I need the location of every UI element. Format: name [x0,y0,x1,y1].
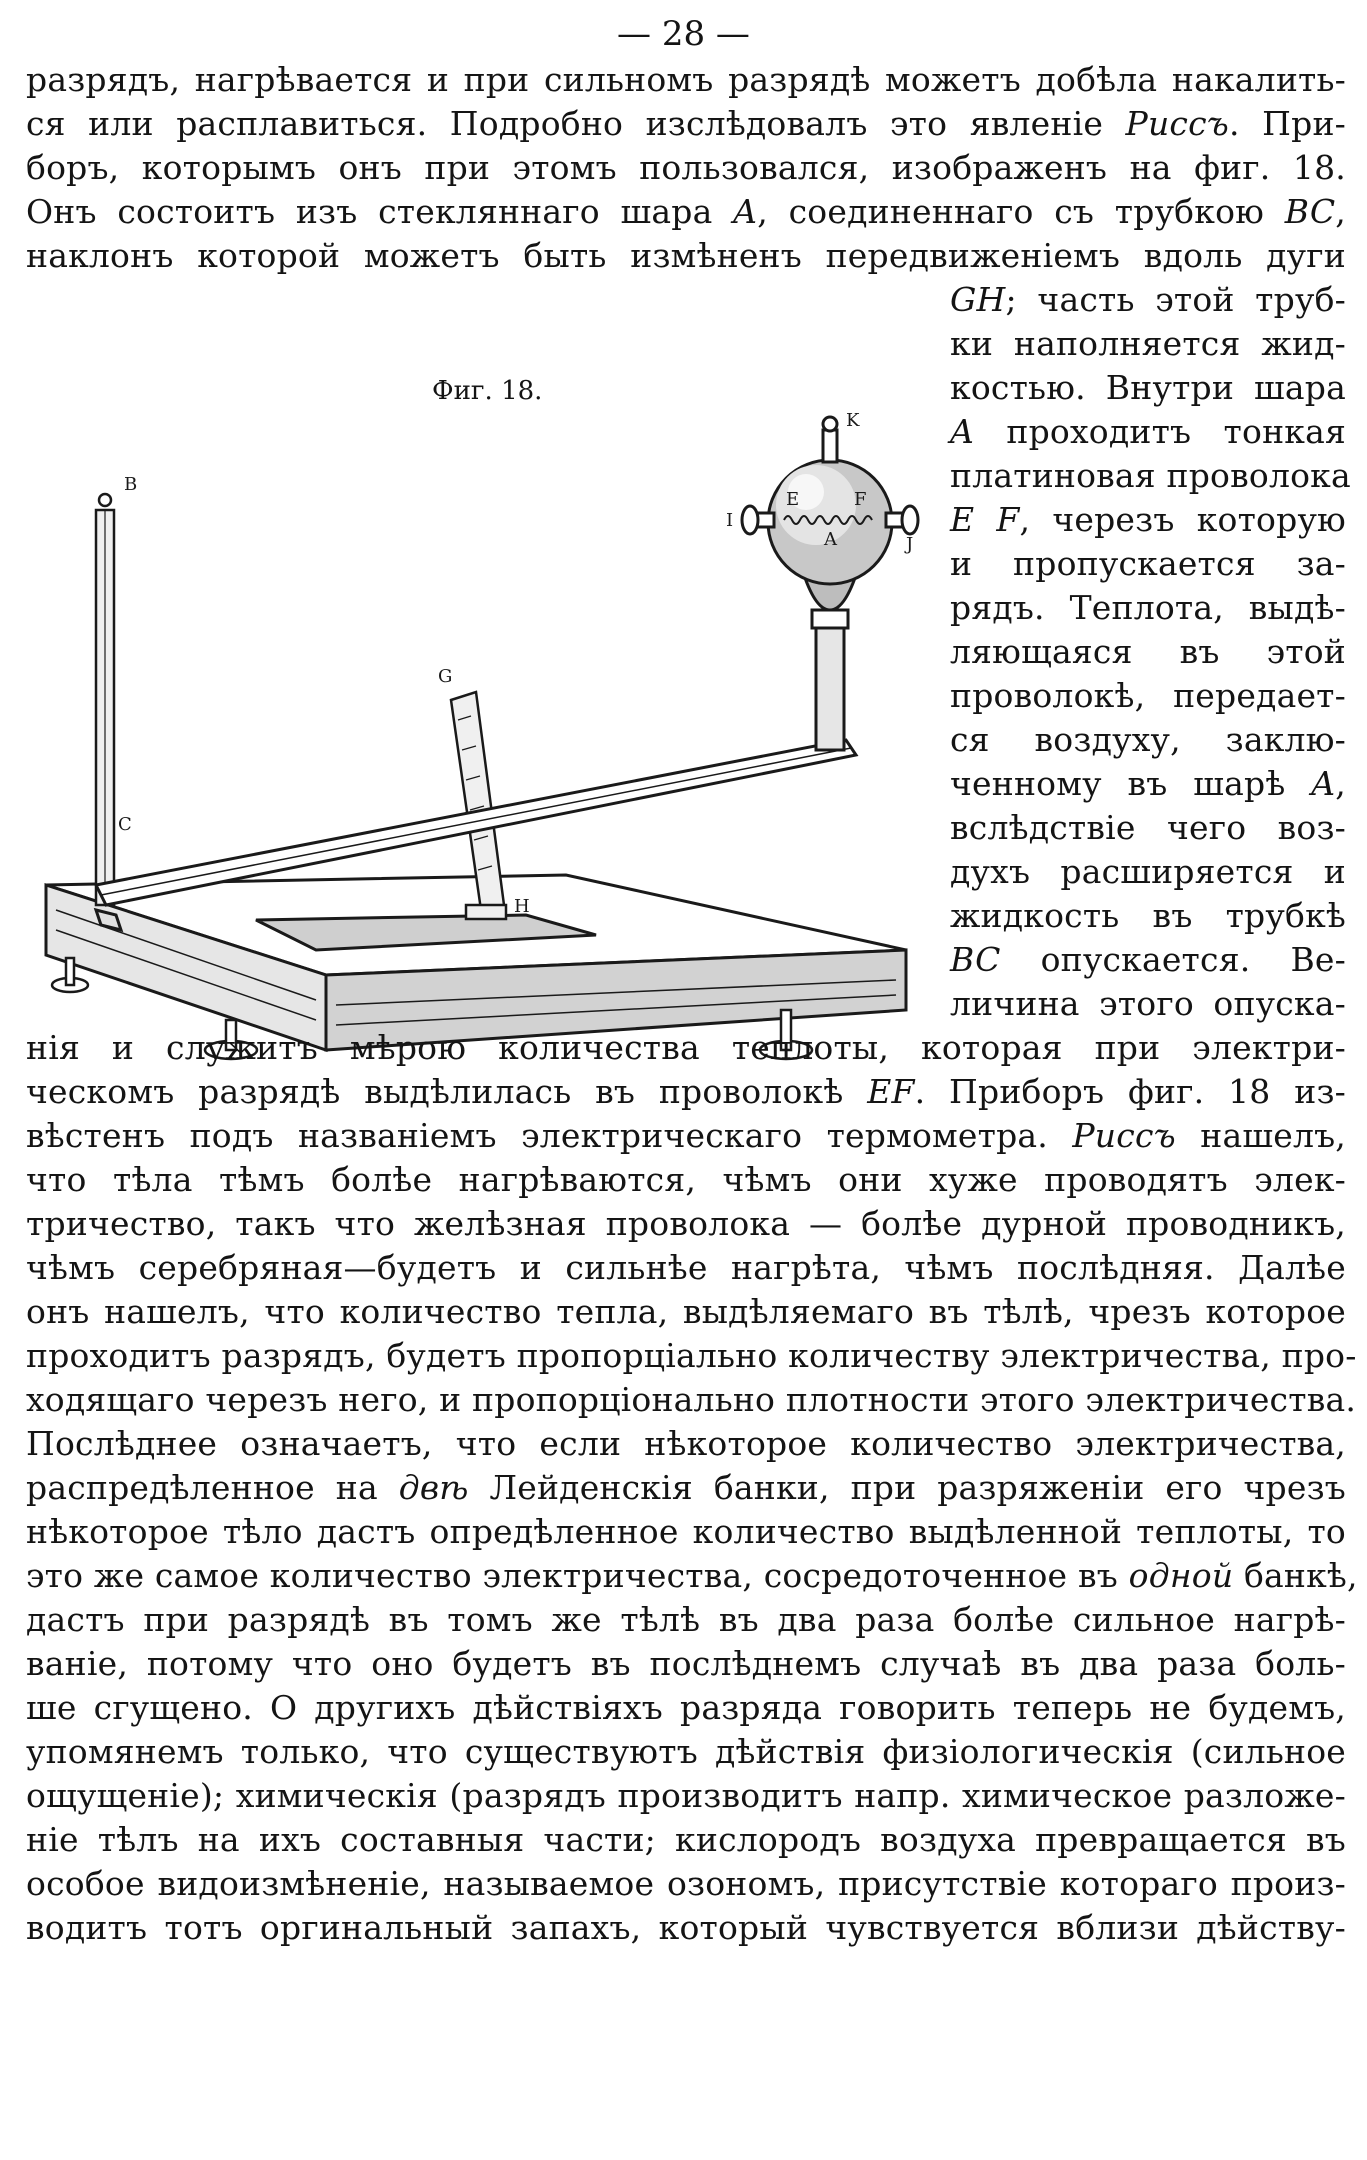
text-line: особое видоизмѣненіе, называемое озономъ, присутствіе котораго произ- [26,1864,1346,1903]
side-text-line: проволокѣ, передает- [950,676,1346,715]
figure-riess-thermometer [26,410,926,1110]
side-text-line: вслѣдствіе чего воз- [950,808,1346,847]
text-line: ся или расплавиться. Подробно изслѣдовалъ это явленіе Риссъ. При- [26,104,1346,143]
side-text-line: ченному въ шарѣ A, [950,764,1346,803]
page-number: — 28 — [617,14,750,54]
text-line: ческомъ разрядѣ выдѣлилась въ проволокѣ EF. Приборъ фиг. 18 из- [26,1072,1346,1111]
text-line: ніе тѣлъ на ихъ составныя части; кислородъ воздуха превращается въ [26,1820,1346,1859]
label-a: A [824,529,837,550]
text-line: дастъ при разрядѣ въ томъ же тѣлѣ въ два раза болѣе сильное нагрѣ- [26,1600,1346,1639]
side-text-line: костью. Внутри шара [950,368,1346,407]
person-name: Риссъ [1072,1116,1176,1155]
text-line: чѣмъ серебряная—будетъ и сильнѣе нагрѣта, чѣмъ послѣдняя. Далѣе [26,1248,1346,1287]
base-block [46,875,906,1050]
text-line: боръ, которымъ онъ при этомъ пользовался, изображенъ на фиг. 18. [26,148,1346,187]
side-text-line: GH; часть этой труб- [950,280,1346,319]
label-b: B [124,474,138,495]
glass-bulb [742,417,918,584]
text-line: водитъ тотъ оргинальный запахъ, который чувствуется вблизи дѣйству- [26,1908,1346,1947]
label-i: I [726,510,734,531]
text-line: нѣкоторое тѣло дастъ опредѣленное количество выдѣленной теплоты, то [26,1512,1346,1551]
side-text-line: рядъ. Теплота, выдѣ- [950,588,1346,627]
left-post [96,494,114,905]
side-text-line: платиновая проволока [950,456,1351,495]
text-line: онъ нашелъ, что количество тепла, выдѣляемаго въ тѣлѣ, чрезъ которое [26,1292,1346,1331]
label-f: F [854,489,867,510]
label-h: H [514,896,530,917]
text-line: Онъ состоитъ изъ стекляннаго шара A, соединеннаго съ трубкою BC, [26,192,1346,231]
label-j: J [906,534,914,555]
text-line: упомянемъ только, что существуютъ дѣйствія физіологическія (сильное [26,1732,1346,1771]
person-name: Риссъ [1125,104,1229,143]
side-text-line: духъ расширяется и [950,852,1346,891]
text-line: что тѣла тѣмъ болѣе нагрѣваются, чѣмъ они хуже проводятъ элек- [26,1160,1346,1199]
side-text-line: E F, черезъ которую [950,500,1346,539]
text-line: это же самое количество электричества, сосредоточенное въ одной банкѣ, [26,1556,1358,1595]
text-line: ше сгущено. О другихъ дѣйствіяхъ разряда говорить теперь не будемъ, [26,1688,1346,1727]
label-k: K [846,410,860,431]
side-text-line: личина этого опуска- [950,984,1346,1023]
text-line: тричество, такъ что желѣзная проволока — болѣе дурной проводникъ, [26,1204,1346,1243]
text-line: разрядъ, нагрѣвается и при сильномъ разрядѣ можетъ добѣла накалить- [26,60,1346,99]
text-line: Послѣднее означаетъ, что если нѣкоторое количество электричества, [26,1424,1346,1463]
bulb-stem [804,575,856,750]
side-text-line: и пропускается за- [950,544,1346,583]
label-c: C [118,814,132,835]
text-line: вѣстенъ подъ названіемъ электрическаго термометра. Риссъ нашелъ, [26,1116,1346,1155]
text-line: ощущеніе); химическія (разрядъ производитъ напр. химическое разложе- [26,1776,1346,1815]
text-line: распредѣленное на двѣ Лейденскія банки, при разряженіи его чрезъ [26,1468,1346,1507]
text-line: проходитъ разрядъ, будетъ пропорціально количеству электричества, про- [26,1336,1357,1375]
text-line: нія и служитъ мѣрою количества теплоты, которая при электри- [26,1028,1346,1067]
side-text-line: ся воздуху, заклю- [950,720,1346,759]
label-e: E [786,489,800,510]
side-text-line: ки наполняется жид- [950,324,1346,363]
text-line: ваніе, потому что оно будетъ въ послѣднемъ случаѣ въ два раза боль- [26,1644,1346,1683]
text-line: наклонъ которой можетъ быть измѣненъ передвиженіемъ вдоль дуги [26,236,1346,275]
figure-caption: Фиг. 18. [432,376,543,406]
text-line: ходящаго черезъ него, и пропорціонально плотности этого электричества. [26,1380,1357,1419]
label-g: G [438,666,453,687]
side-text-line: жидкость въ трубкѣ [950,896,1346,935]
side-text-line: A проходитъ тонкая [950,412,1346,451]
side-text-line: BC опускается. Ве- [950,940,1346,979]
side-text-line: ляющаяся въ этой [950,632,1346,671]
